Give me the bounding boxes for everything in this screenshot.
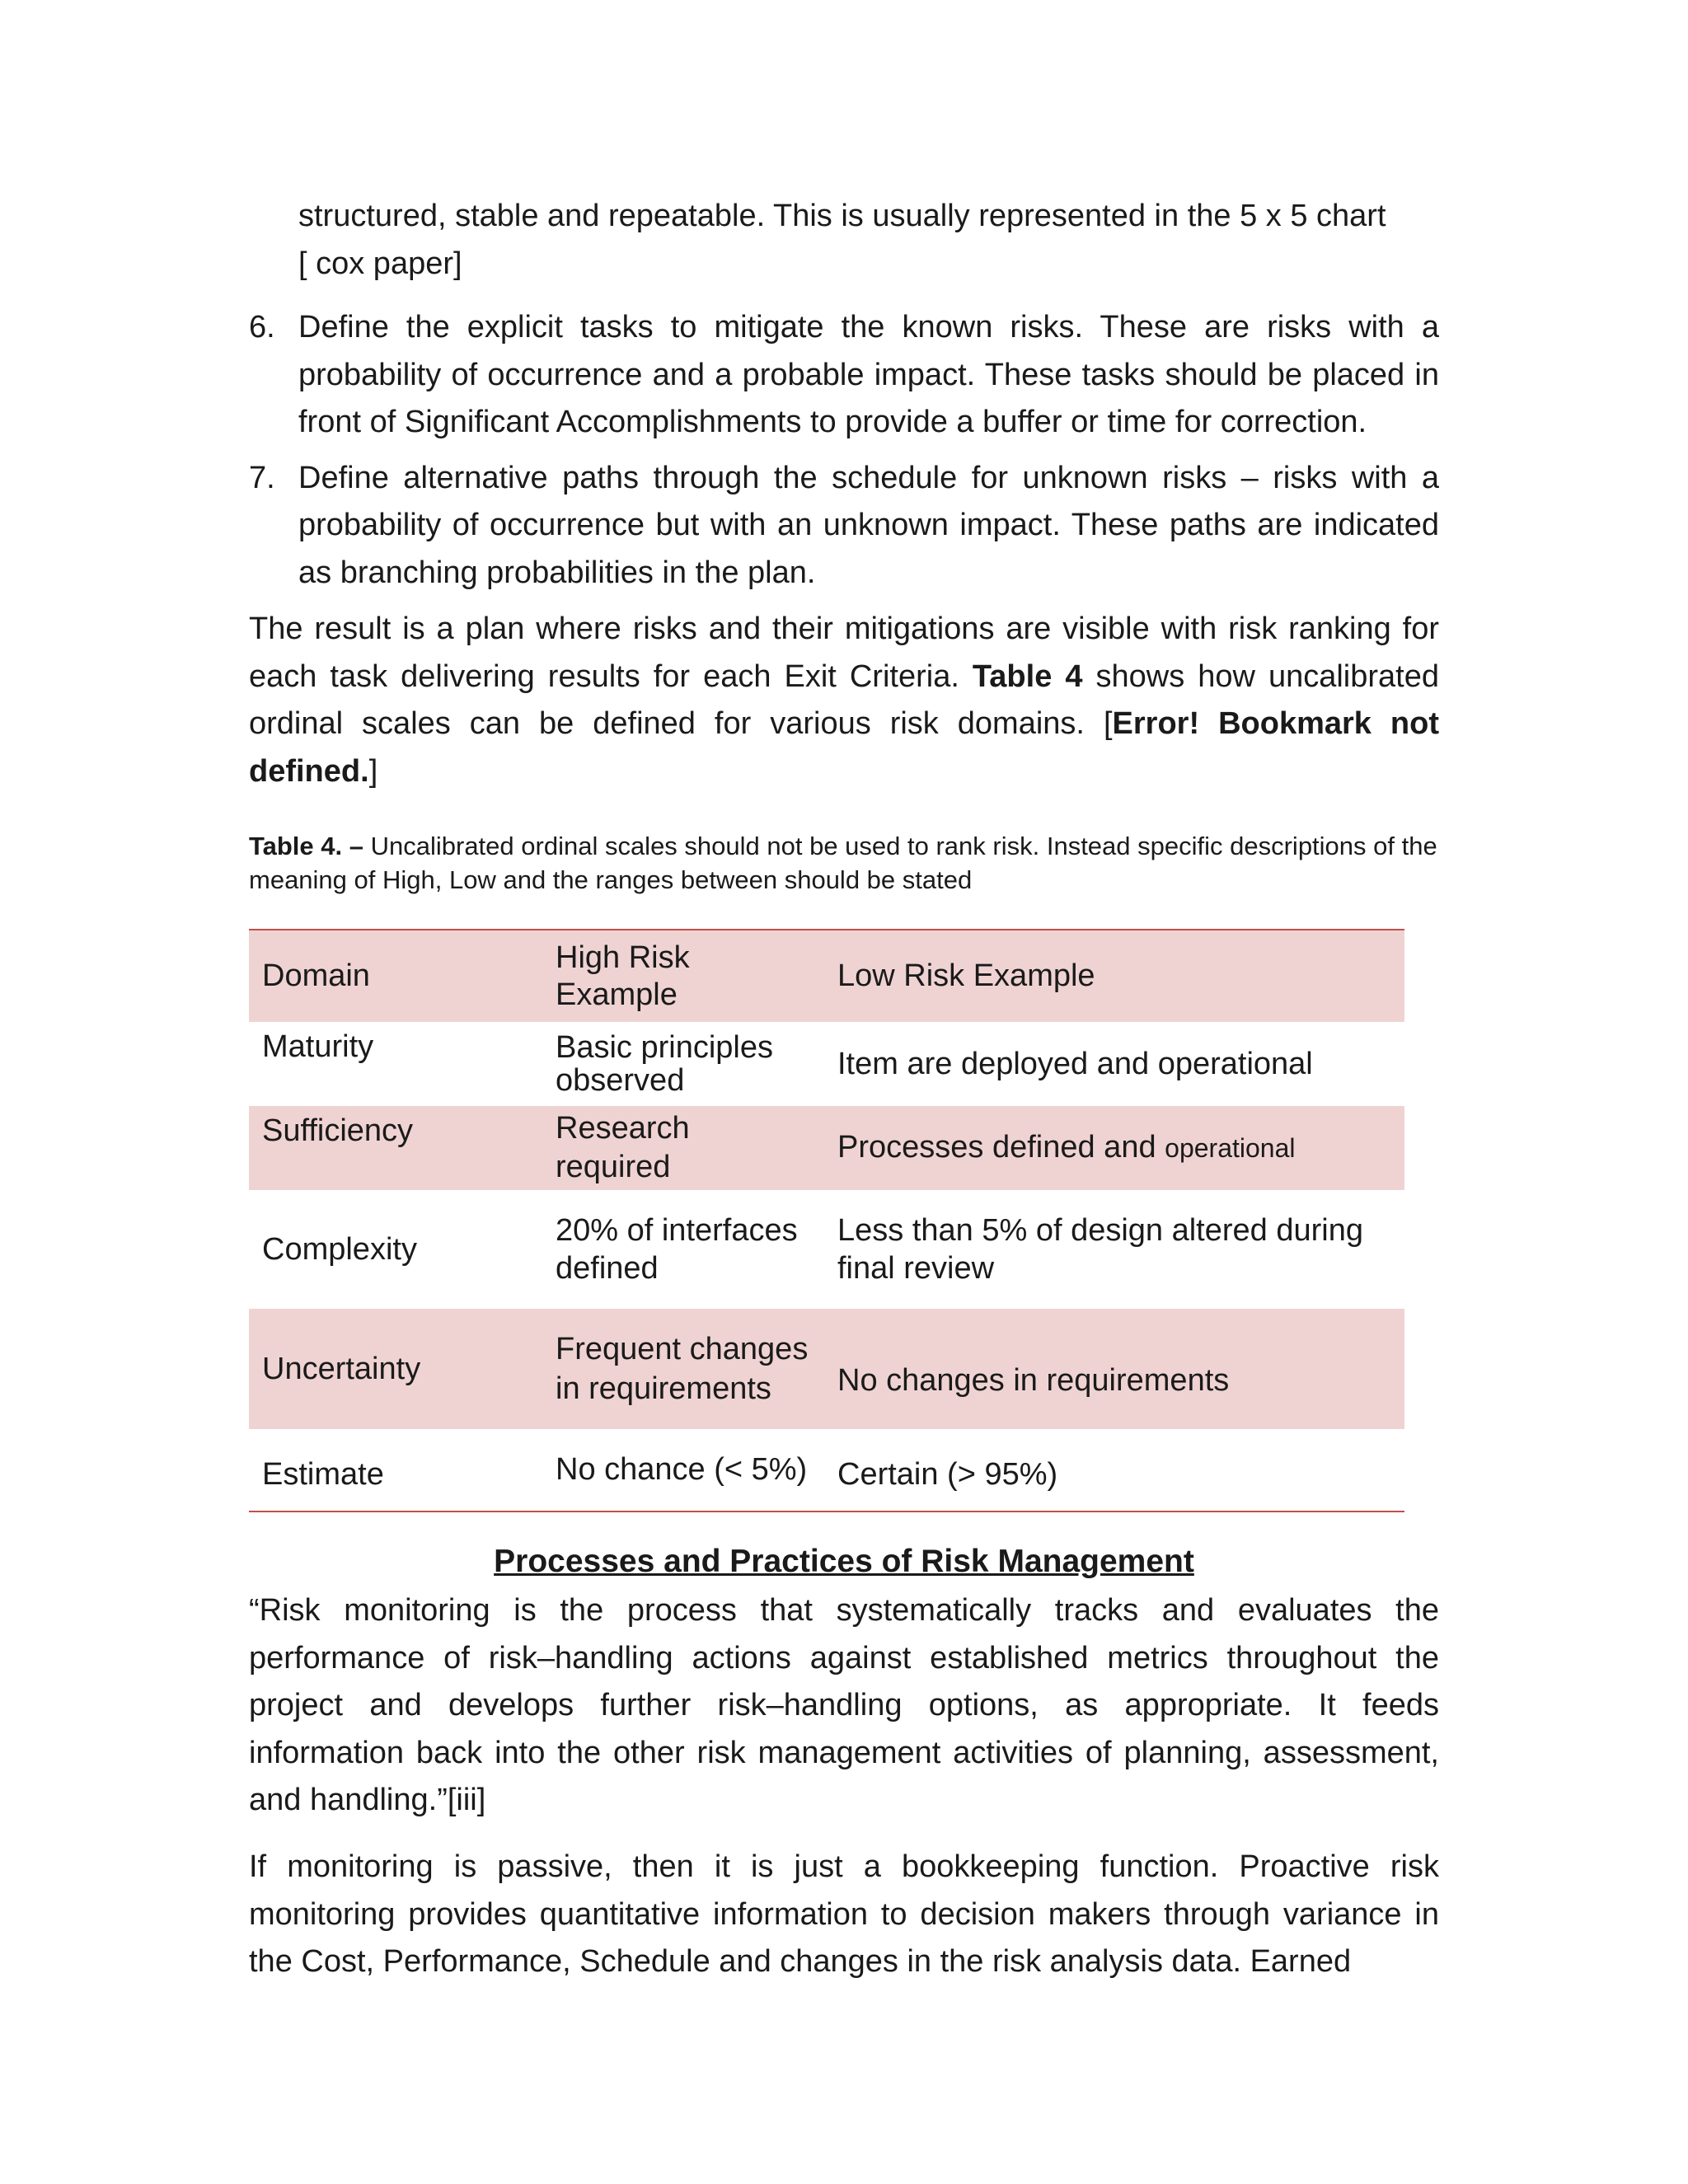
table-caption [249,829,1439,897]
table-row [249,1190,1404,1309]
cell-high: Basic principles observed [556,1030,773,1098]
cell-high: Frequent changes in requirements [542,1309,824,1429]
result-text-2: shows how uncalibrated ordinal scales can be defined for various risk domains. [ [249,658,1439,741]
header-high-risk: High Risk Example [542,930,824,1022]
cell-domain: Maturity [262,1029,374,1064]
table-row [249,1106,1404,1190]
monitoring-paragraph: If monitoring is passive, then it is just a bookkeeping function. Proactive risk monitoring provides quantitative information to decision makers through variance in the Cost, Performance, Schedule and changes in the risk analysis data. Earned [249,1849,1439,1979]
list-item [249,304,1439,447]
cell-high: No chance (< 5%) [556,1452,808,1487]
table-row [249,1022,1404,1106]
continuation-line-2: [ cox paper] [298,246,462,281]
table-row [249,1429,1404,1511]
numbered-list [249,304,1439,605]
table-row [249,1309,1404,1429]
caption-label: Table 4. – [249,832,363,860]
list-item-text: Define the explicit tasks to mitigate the known risks. These are risks with a probability of occurrence and a probable impact. These tasks should be placed in front of Significant Accomplishments to provide a buffer or time for correction. [298,310,1439,439]
cell-high: 20% of interfaces defined [556,1213,798,1286]
error-reference: Error! Bookmark not defined. [249,706,1439,789]
cell-low: No changes in requirements [824,1309,1404,1429]
caption-text: Uncalibrated ordinal scales should not be used to rank risk. Instead specific descriptions of the meaning of High, Low and the ranges between should be stated [249,832,1437,894]
cell-low: Item are deployed and operational [837,1046,1313,1081]
table-reference: Table 4 [972,658,1083,694]
result-text-1: The result is a plan where risks and their mitigations are visible with risk ranking for each task delivering results for each Exit Criteria. [249,612,1439,694]
cell-low: Certain (> 95%) [837,1457,1058,1492]
cell-high: Research required [542,1106,824,1190]
cell-domain: Uncertainty [249,1309,542,1429]
list-item-number: 7. [249,460,275,495]
continuation-line-1: structured, stable and repeatable. This is usually represented in the 5 x 5 chart [298,199,1386,233]
list-item-text: Define alternative paths through the schedule for unknown risks – risks with a probability of occurrence but with an unknown impact. These paths are indicated as branching probabilities in the plan. [298,460,1439,590]
list-item-number: 6. [249,310,275,344]
cell-low: Less than 5% of design altered during final review [837,1213,1363,1286]
cell-domain: Sufficiency [249,1106,542,1190]
result-text-3: ] [368,753,378,789]
quote-paragraph: “Risk monitoring is the process that systematically tracks and evaluates the performance of risk–handling actions against established metrics throughout the project and develops further risk–handling options, as appropriate. It feeds information back into the other risk management activities of planning, assessment, and handling.”[iii] [249,1593,1439,1817]
risk-scale-table [249,929,1404,1512]
header-domain: Domain [249,930,542,1022]
table-header-row [249,930,1404,1022]
section-heading: Processes and Practices of Risk Management [494,1544,1194,1579]
result-paragraph [249,606,1439,795]
list-item [249,455,1439,598]
header-low-risk: Low Risk Example [824,930,1404,1022]
cell-low: Processes defined and operational [824,1106,1404,1190]
cell-domain: Complexity [262,1231,417,1267]
cell-domain: Estimate [262,1457,384,1492]
